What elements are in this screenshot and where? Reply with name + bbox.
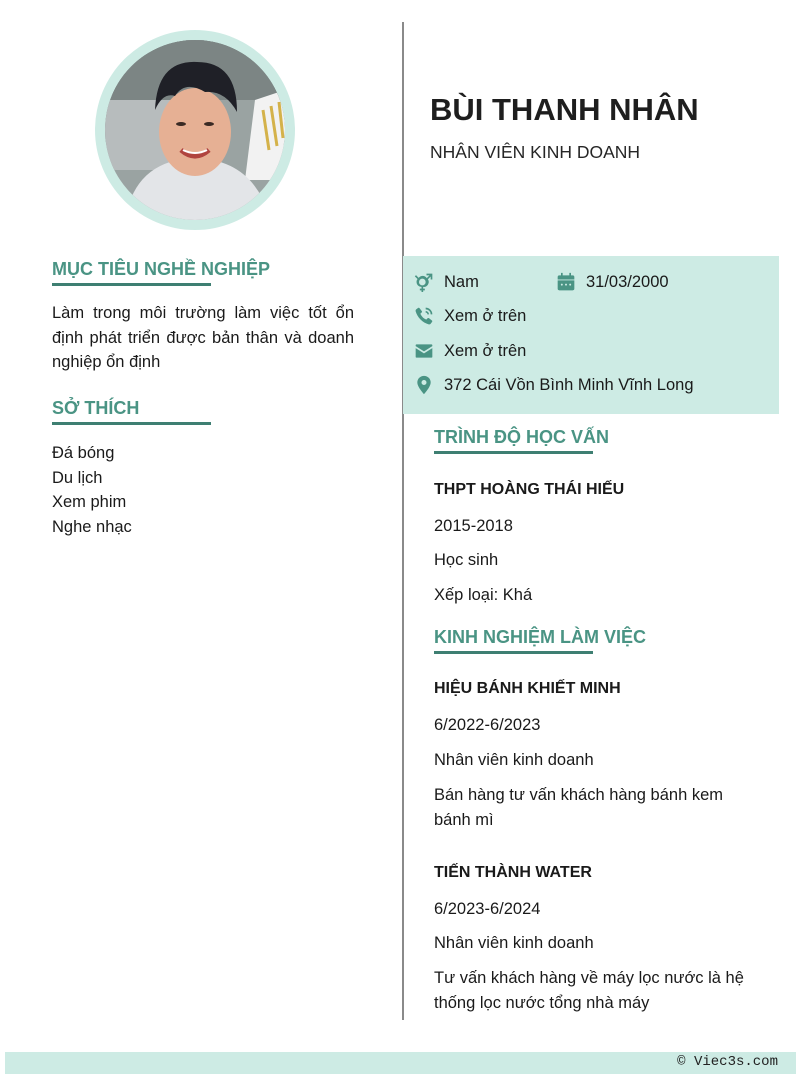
- contact-birthday: [556, 272, 669, 292]
- hobby-item: Nghe nhạc: [52, 517, 132, 536]
- candidate-title: NHÂN VIÊN KINH DOANH: [430, 142, 641, 162]
- avatar-ring: [95, 30, 295, 230]
- experience-period: 6/2022-6/2023: [434, 716, 541, 734]
- hobbies-heading: SỞ THÍCH: [52, 398, 140, 418]
- contact-address: [414, 375, 694, 395]
- contact-email: [414, 341, 526, 361]
- column-divider: [402, 22, 404, 1020]
- hobbies-underline: [52, 422, 211, 425]
- birthday-value: 31/03/2000: [586, 272, 669, 291]
- contact-gender: [414, 272, 479, 292]
- education-school: THPT HOÀNG THÁI HIẾU: [434, 481, 625, 498]
- experience-position: Nhân viên kinh doanh: [434, 934, 594, 952]
- experience-company: HIỆU BÁNH KHIẾT MINH: [434, 680, 621, 697]
- experience-description: Tư vấn khách hàng về máy lọc nước là hệ thống lọc nước tổng nhà máy: [434, 969, 744, 1012]
- education-heading: TRÌNH ĐỘ HỌC VẤN: [434, 427, 609, 447]
- address-value: 372 Cái Vồn Bình Minh Vĩnh Long: [444, 375, 694, 394]
- experience-description: Bán hàng tư vấn khách hàng bánh kem bánh mì: [434, 786, 723, 829]
- education-role: Học sinh: [434, 551, 499, 569]
- footer-bar: [5, 1052, 796, 1074]
- experience-period: 6/2023-6/2024: [434, 900, 541, 918]
- hobby-item: Đá bóng: [52, 444, 115, 462]
- gender-value: Nam: [444, 272, 479, 291]
- hobby-item: Xem phim: [52, 493, 127, 511]
- contact-phone: [414, 306, 526, 326]
- location-pin-icon: [414, 375, 434, 395]
- education-period: 2015-2018: [434, 517, 513, 535]
- gender-icon: [414, 272, 434, 292]
- experience-company: TIẾN THÀNH WATER: [434, 864, 592, 881]
- phone-value: Xem ở trên: [444, 306, 527, 325]
- avatar: [105, 40, 285, 220]
- email-value: Xem ở trên: [444, 341, 527, 360]
- email-icon: [414, 341, 434, 361]
- objective-text: Làm trong môi trường làm việc tốt ổn định phát triển được bản thân và doanh nghiệp ổn định: [52, 304, 354, 371]
- calendar-icon: [556, 272, 576, 292]
- hobbies-list: [52, 441, 132, 539]
- portrait-photo: [105, 40, 285, 220]
- objective-underline: [52, 283, 211, 286]
- candidate-name: BÙI THANH NHÂN: [430, 92, 699, 127]
- phone-icon: [414, 306, 434, 326]
- experience-heading: KINH NGHIỆM LÀM VIỆC: [434, 627, 647, 647]
- objective-heading: MỤC TIÊU NGHỀ NGHIỆP: [52, 259, 271, 279]
- hobby-item: Du lịch: [52, 468, 103, 487]
- education-underline: [434, 451, 593, 454]
- experience-underline: [434, 651, 593, 654]
- education-note: Xếp loại: Khá: [434, 586, 533, 604]
- experience-position: Nhân viên kinh doanh: [434, 751, 594, 769]
- footer-credit: © Viec3s.com: [677, 1054, 778, 1070]
